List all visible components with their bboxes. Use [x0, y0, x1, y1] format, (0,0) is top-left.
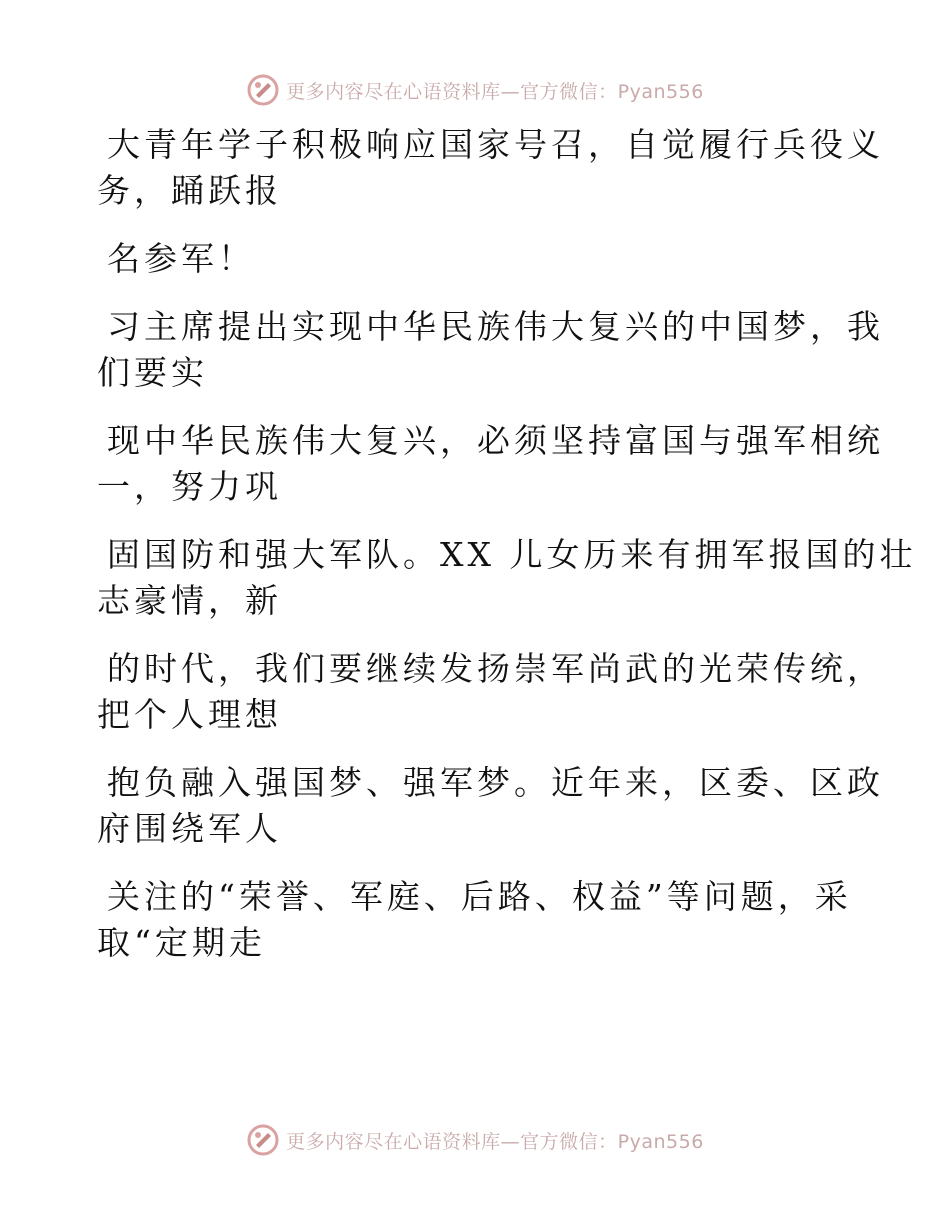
footer-watermark	[0, 1120, 950, 1160]
paragraph	[97, 877, 897, 969]
document-body	[97, 125, 917, 969]
text-line: 取“定期走	[97, 923, 266, 962]
text-line: 大青年学子积极响应国家号召，自觉履行兵役义	[107, 125, 884, 164]
logo-icon	[246, 73, 280, 107]
header-watermark	[0, 70, 950, 110]
paragraph	[97, 763, 897, 855]
watermark-text: 更多内容尽在心语资料库—官方微信：Pyan556	[286, 80, 704, 103]
text-line: 把个人理想	[97, 695, 282, 734]
paragraph	[97, 125, 897, 217]
paragraph	[97, 307, 897, 399]
text-line: 现中华民族伟大复兴，必须坚持富国与强军相统	[107, 421, 884, 460]
paragraph	[97, 649, 897, 741]
paragraph	[97, 421, 897, 513]
text-line: 一，努力巩	[97, 467, 282, 506]
watermark-text: 更多内容尽在心语资料库—官方微信：Pyan556	[286, 1130, 704, 1153]
text-line: 关注的“荣誉、军庭、后路、权益”等问题，采	[107, 877, 852, 916]
text-line: 抱负融入强国梦、强军梦。近年来，区委、区政	[107, 763, 884, 802]
text-line: 固国防和强大军队。XX 儿女历来有拥军报国的壮	[107, 535, 917, 574]
text-line: 习主席提出实现中华民族伟大复兴的中国梦，我	[107, 307, 884, 346]
paragraph	[97, 535, 917, 627]
text-line: 的时代，我们要继续发扬崇军尚武的光荣传统，	[107, 649, 884, 688]
text-line: 务，踊跃报	[97, 171, 282, 210]
text-line: 名参军！	[107, 239, 255, 278]
text-line: 府围绕军人	[97, 809, 282, 848]
text-line: 志豪情，新	[97, 581, 282, 620]
logo-icon	[246, 1123, 280, 1157]
paragraph	[97, 239, 897, 285]
text-line: 们要实	[97, 353, 208, 392]
